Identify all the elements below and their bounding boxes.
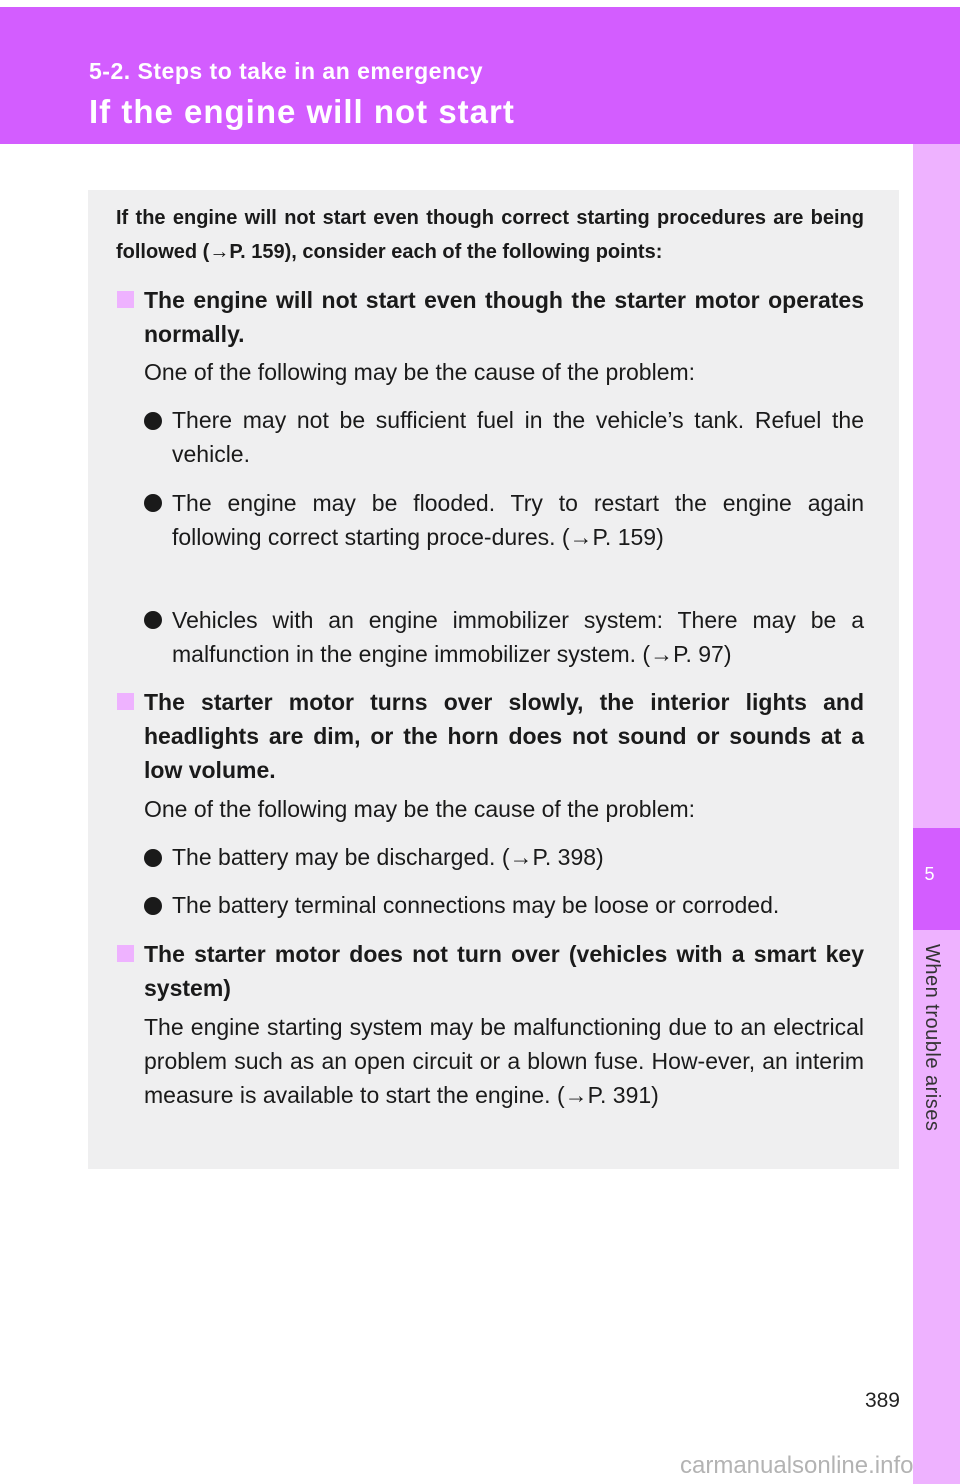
item-heading-1: The engine will not start even though the starter motor operates normally.	[144, 287, 864, 347]
item-lead-3: The engine starting system may be malfunctioning due to an electrical problem such as an open circuit or a blown fuse. How-ever, an interim measure is available to start the engine. (→P. 391)	[144, 1014, 864, 1108]
chapter-title: When trouble arises	[921, 944, 943, 1132]
bullet-text: The engine may be flooded. Try to restart the engine again following correct starting proce-dures. (→P. 159)	[172, 490, 864, 550]
bullet-text: There may not be sufficient fuel in the vehicle’s tank. Refuel the vehicle.	[172, 407, 864, 467]
section-label: 5-2. Steps to take in an emergency	[89, 58, 484, 84]
bullet-dot-icon	[144, 849, 162, 867]
watermark: carmanualsonline.info	[680, 1452, 914, 1479]
square-bullet-icon	[117, 693, 134, 710]
item-heading-3: The starter motor does not turn over (vehicles with a smart key system)	[144, 941, 864, 1001]
bullet-dot-icon	[144, 897, 162, 915]
bullet-text: Vehicles with an engine immobilizer system: There may be a malfunction in the engine immobilizer system. (→P. 97)	[172, 607, 864, 667]
bullet-dot-icon	[144, 412, 162, 430]
bullet-dot-icon	[144, 611, 162, 629]
square-bullet-icon	[117, 291, 134, 308]
chapter-number: 5	[924, 864, 935, 884]
bullet-text: The battery terminal connections may be loose or corroded.	[172, 892, 780, 918]
item-lead-2: One of the following may be the cause of the problem:	[144, 796, 696, 822]
bullet-text: The battery may be discharged. (→P. 398)	[172, 844, 604, 870]
square-bullet-icon	[117, 945, 134, 962]
intro-text: If the engine will not start even though correct starting procedures are being followed (→P. 159), consider each of the following points:	[116, 207, 864, 263]
item-lead-1: One of the following may be the cause of the problem:	[144, 359, 696, 385]
page-title: If the engine will not start	[89, 93, 515, 130]
top-strip	[0, 0, 960, 7]
side-tab	[913, 144, 960, 1484]
item-heading-2: The starter motor turns over slowly, the interior lights and headlights are dim, or the horn does not sound or sounds at a low volume.	[144, 689, 864, 783]
page-number: 389	[864, 1389, 900, 1412]
bullet-dot-icon	[144, 494, 162, 512]
